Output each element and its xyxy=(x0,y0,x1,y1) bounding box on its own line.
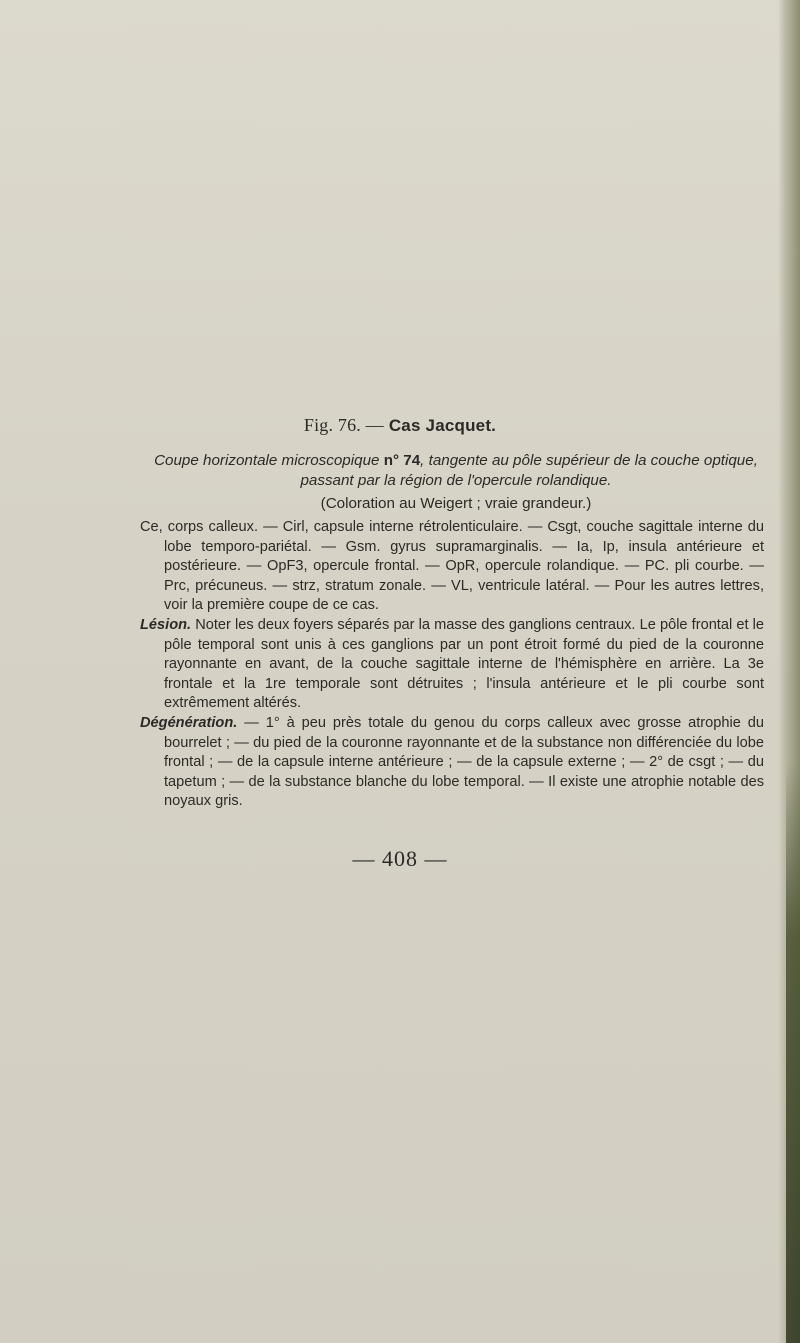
degeneration-label: Dégénération. xyxy=(140,714,238,731)
caption-text-end: , tangente au pôle supérieur de la couche optique, passant par la région de l'opercule rolandique. xyxy=(300,452,758,489)
caption-text-start: Coupe horizontale microscopique xyxy=(154,452,384,469)
figure-caption xyxy=(152,451,760,490)
figure-legend-body xyxy=(140,518,764,812)
caption-section-number: n° 74 xyxy=(383,452,421,469)
lesion-text: Noter les deux foyers séparés par la masse des ganglions centraux. Le pôle frontal et le pôle temporal sont unis à ces ganglions par un pont étroit formé du pied de la couronne rayonnante en avant, de la couche sagittale interne de l'hémisphère en arrière. La 3e frontale et la 1re temporale sont détruites ; l'insula antérieure et le pli courbe sont extrêmement altérés. xyxy=(164,616,764,712)
abbreviation-legend: Ce, corps calleux. — Cirl, capsule interne rétrolenticulaire. — Csgt, couche sagittale interne du lobe temporo-pariétal. — Gsm. gyrus supramarginalis. — Ia, Ip, insula antérieure et postérieure. — OpF3, opercule frontal. — OpR, opercule rolandique. — PC. pli courbe. — Prc, précuneus. — strz, stratum zonale. — VL, ventricule latéral. — Pour les autres lettres, voir la première coupe de ce cas. xyxy=(140,519,764,614)
figure-number: Fig. 76. — xyxy=(303,415,384,435)
page-number: — 408 — xyxy=(352,846,448,871)
lesion-paragraph xyxy=(140,616,764,714)
figure-title xyxy=(0,415,800,436)
degeneration-paragraph xyxy=(140,714,764,812)
lesion-label: Lésion. xyxy=(140,616,192,633)
caption-staining-note: (Coloration au Weigert ; vraie grandeur.) xyxy=(320,495,592,512)
degeneration-text: — 1° à peu près totale du genou du corps calleux avec grosse atrophie du bourrelet ; — du pied de la couronne rayonnante et de la substance non différenciée du lobe frontal ; — de la capsule interne antérieure ; — de la capsule externe ; — 2° de csgt ; — du tapetum ; — de la substance blanche du lobe temporal. — Il existe une atrophie notable des noyaux gris. xyxy=(164,714,764,810)
figure-name: Cas Jacquet. xyxy=(388,416,497,435)
